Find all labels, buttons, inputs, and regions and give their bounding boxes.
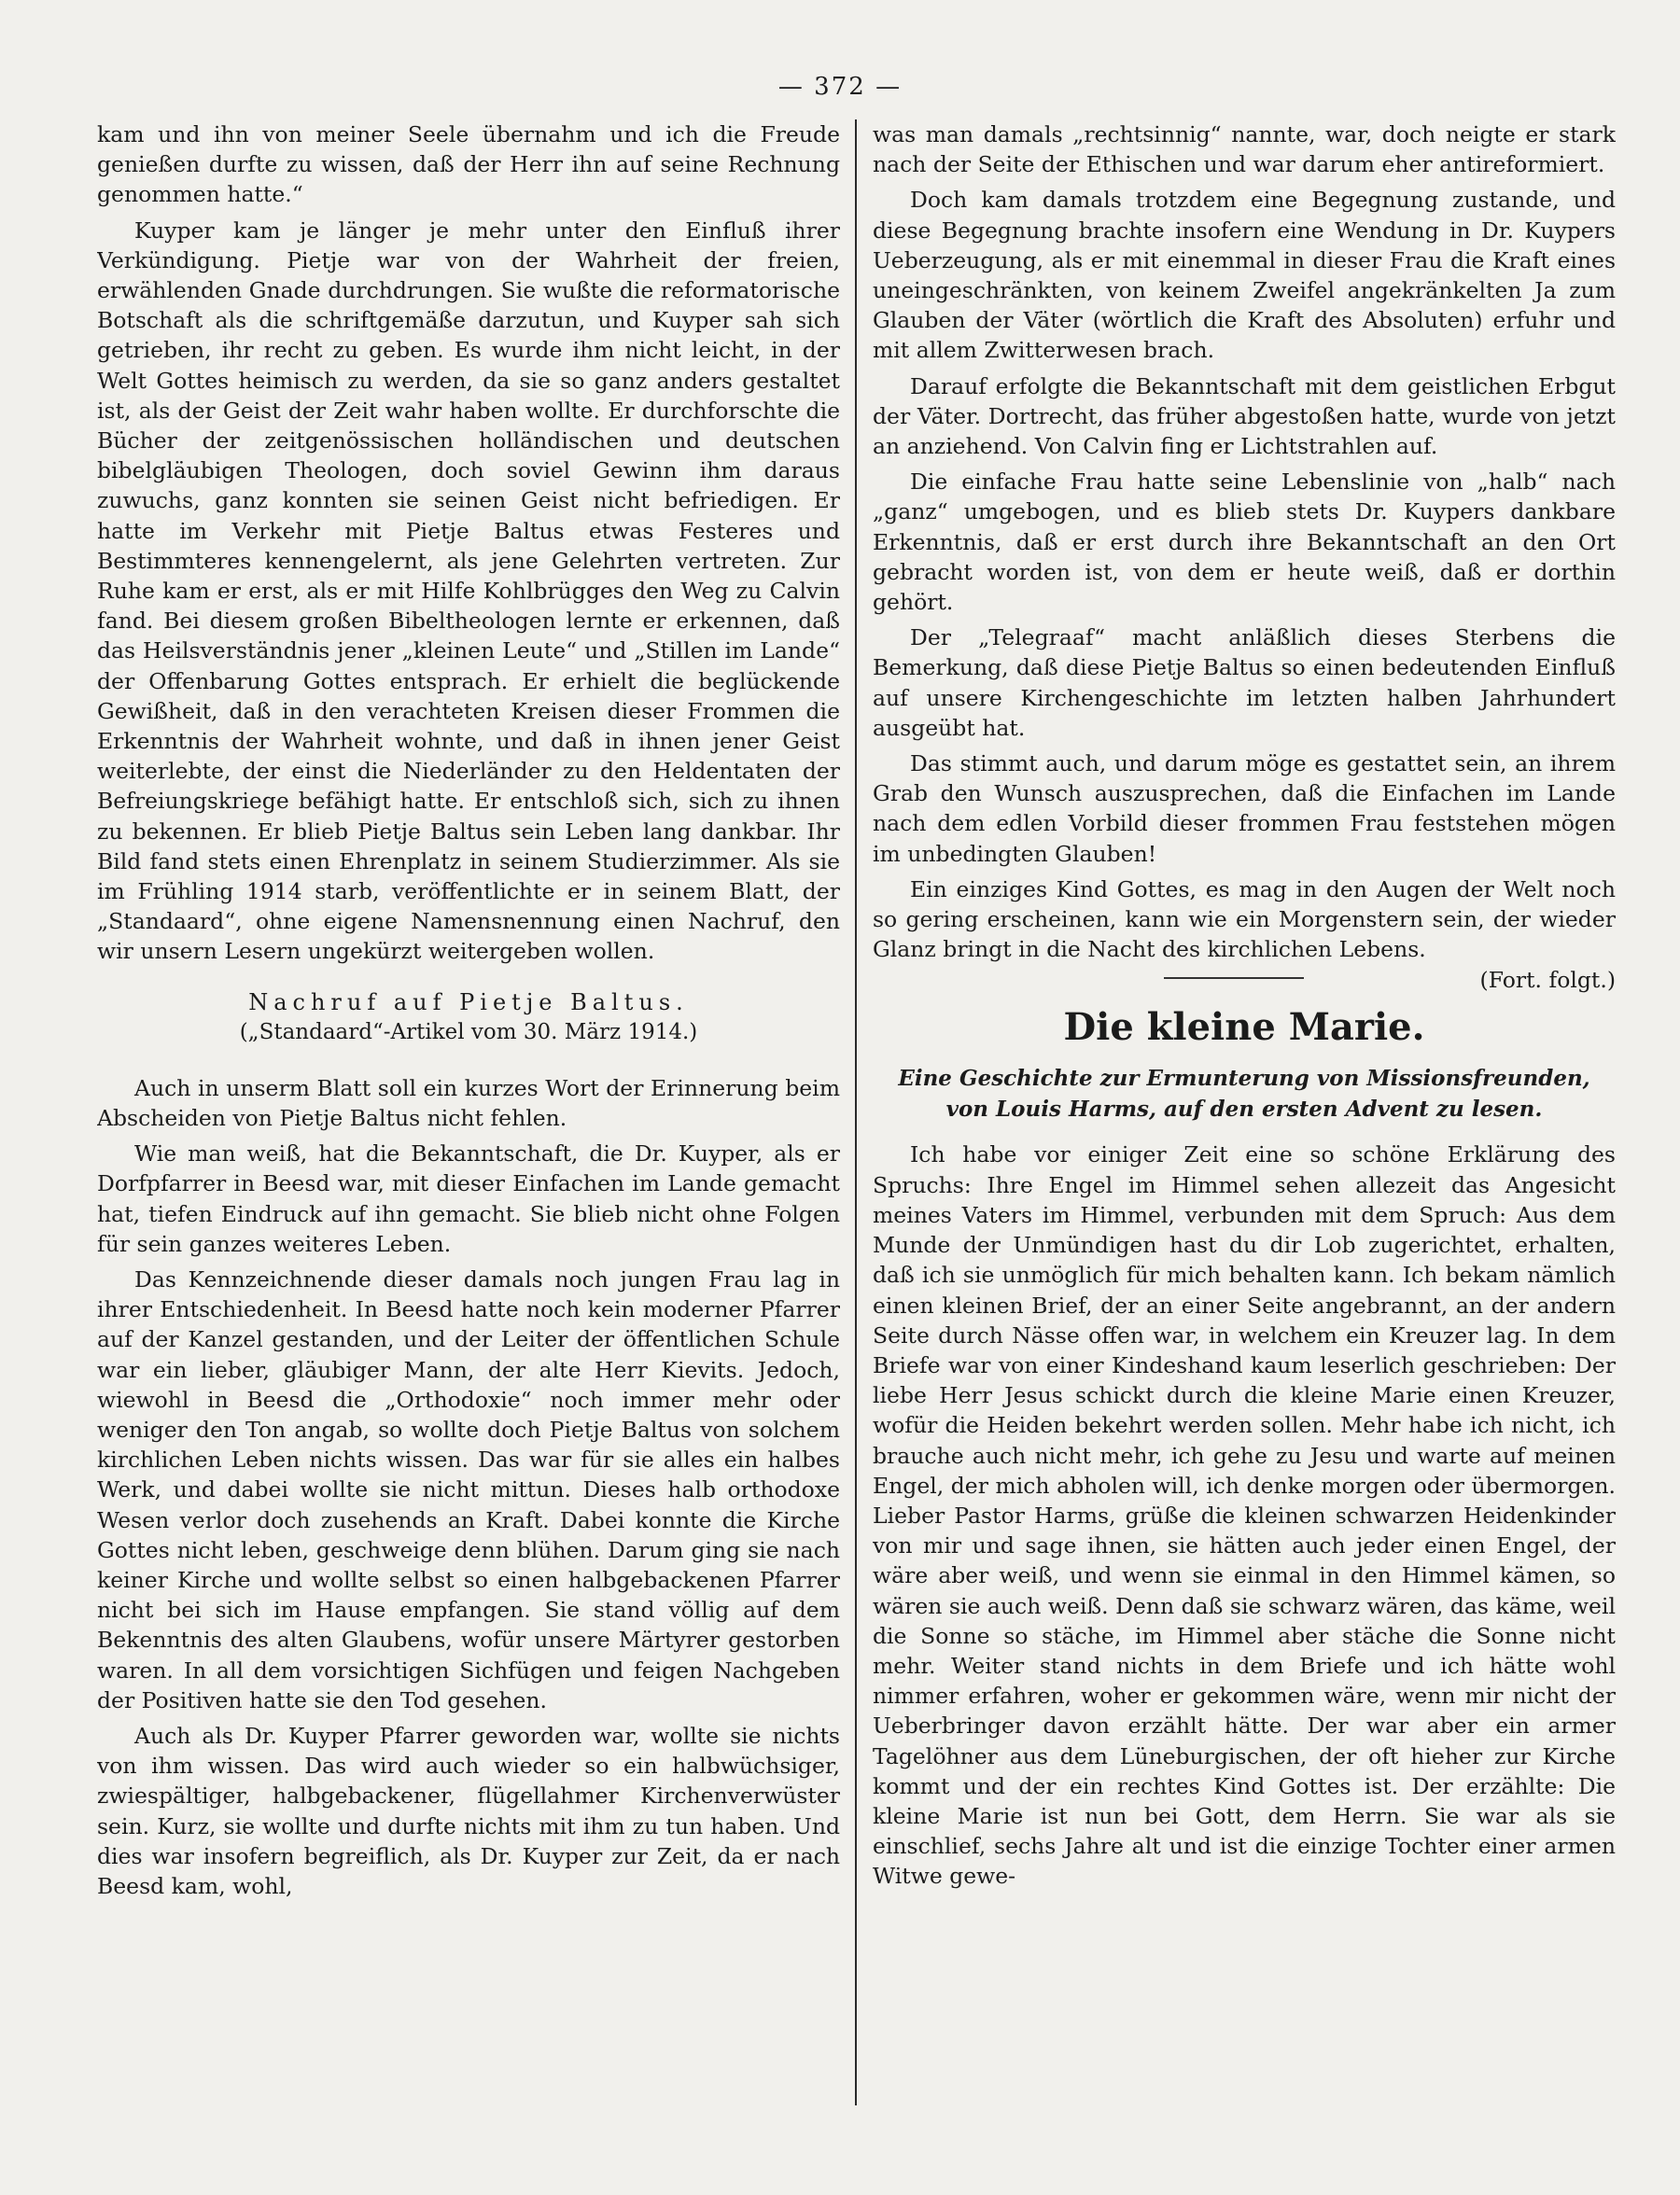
paragraph: Das Kennzeichnende dieser damals noch jungen Frau lag in ihrer Entschiedenheit. In Beesd hatte noch kein moderner Pfarrer auf der Kanzel gestanden, und der Leiter der öffentlichen Schule war ein lieber, gläubiger Mann, der alte Herr Kievits. Jedoch, wiewohl in Beesd die „Orthodoxie“ noch immer mehr oder weniger den Ton angab, so wollte doch Pietje Baltus von solchem kirchlichen Leben nichts wissen. Das war für sie alles ein halbes Werk, und dabei wollte sie nicht mittun. Dieses halb orthodoxe Wesen verlor doch zusehends an Kraft. Dabei konnte die Kirche Gottes nicht leben, geschweige denn blühen. Darum ging sie nach keiner Kirche und wollte selbst so einen halbgebackenen Pfarrer nicht bei sich im Hause empfangen. Sie stand völlig auf dem Bekenntnis des alten Glaubens, wofür unsere Märtyrer gestorben waren. In all dem vorsichtigen Sichfügen und feigen Nachgeben der Positiven hatte sie den Tod gesehen. bbox=[97, 1265, 840, 1713]
left-column bbox=[97, 119, 840, 1907]
paragraph: Die einfache Frau hatte seine Lebenslinie von „halb“ nach „ganz“ umgebogen, und es blieb stets Dr. Kuypers dankbare Erkenntnis, daß er erst durch ihre Bekanntschaft an den Ort gebracht worden ist, von dem er heute weiß, daß er dorthin gehört. bbox=[873, 468, 1616, 616]
paragraph: Ich habe vor einiger Zeit eine so schöne Erklärung des Spruchs: Ihre Engel im Himmel sehen allezeit das Angesicht meines Vaters im Himmel, verbunden mit dem Spruch: Aus dem Munde der Unmündigen hast du dir Lob zugerichtet, erhalten, daß ich sie unmöglich für mich behalten kann. Ich bekam nämlich einen kleinen Brief, der an einer Seite angebrannt, an der andern Seite durch Nässe offen war, in welchem ein Kreuzer lag. In dem Briefe war von einer Kindeshand kaum leserlich geschrieben: Der liebe Herr Jesus schickt durch die kleine Marie einen Kreuzer, wofür die Heiden bekehrt werden sollen. Mehr habe ich nicht, ich brauche auch nicht mehr, ich gehe zu Jesu und warte auf meinen Engel, der mich abholen will, ich denke morgen oder übermorgen. Lieber Pastor Harms, grüße die kleinen schwarzen Heidenkinder von mir und sage ihnen, sie hätten auch jeder einen Engel, der wäre aber weiß, und wenn sie einmal in den Himmel kämen, so wären sie auch weiß. Denn daß sie schwarz wären, das käme, weil die Sonne so stäche, im Himmel aber stäche die Sonne nicht mehr. Weiter stand nichts in dem Briefe und ich hätte wohl nimmer erfahren, woher er gekommen wäre, wenn mir nicht der Ueberbringer davon erzählt hätte. Der war aber ein armer Tagelöhner aus dem Lüneburgischen, der oft hieher zur Kirche kommt und der ein rechtes Kind Gottes ist. Der erzählte: Die kleine Marie ist nun bei Gott, dem Herrn. Sie war als sie einschlief, sechs Jahre alt und ist die einzige Tochter einer armen Witwe gewe- bbox=[873, 1141, 1616, 1890]
paragraph: Kuyper kam je länger je mehr unter den Einfluß ihrer Verkündigung. Pietje war von der Wahrheit der freien, erwählenden Gnade durchdrungen. Sie wußte die reformatorische Botschaft als die schriftgemäße darzutun, und Kuyper sah sich getrieben, ihr recht zu geben. Es wurde ihm nicht leicht, in der Welt Gottes heimisch zu werden, da sie so ganz anders gestaltet ist, als der Geist der Zeit wahr haben wollte. Er durchforschte die Bücher der zeitgenössischen holländischen und deutschen bibelgläubigen Theologen, doch soviel Gewinn ihm daraus zuwuchs, ganz konnten sie seinen Geist nicht befriedigen. Er hatte im Verkehr mit Pietje Baltus etwas Festeres und Bestimmteres kennengelernt, als jene Gelehrten vertreten. Zur Ruhe kam er erst, als er mit Hilfe Kohlbrügges den Weg zu Calvin fand. Bei diesem großen Bibeltheologen lernte er erkennen, daß das Heilsverständnis jener „kleinen Leute“ und „Stillen im Lande“ der Offenbarung Gottes entsprach. Er erhielt die beglückende Gewißheit, daß in den verachteten Kreisen dieser Frommen die Erkenntnis der Wahrheit wohnte, und daß in ihnen jener Geist weiterlebte, der einst die Niederländer zu den Heldentaten der Befreiungskriege befähigt hatte. Er entschloß sich, sich zu ihnen zu bekennen. Er blieb Pietje Baltus sein Leben lang dankbar. Ihr Bild fand stets einen Ehrenplatz in seinem Studierzimmer. Als sie im Frühling 1914 starb, veröffentlichte er in seinem Blatt, der „Standaard“, ohne eigene Namensnennung einen Nachruf, den wir unsern Lesern ungekürzt weitergeben wollen. bbox=[97, 217, 840, 965]
story-subtitle: von Louis Harms, auf den ersten Advent zu lesen. bbox=[945, 1097, 1543, 1123]
paragraph: Darauf erfolgte die Bekanntschaft mit dem geistlichen Erbgut der Väter. Dortrecht, das früher abgestoßen hatte, wurde von jetzt an anziehend. Von Calvin fing er Lichtstrahlen auf. bbox=[873, 372, 1616, 460]
page-number: — 372 — bbox=[777, 73, 903, 101]
paragraph: Das stimmt auch, und darum möge es gestattet sein, an ihrem Grab den Wunsch auszusprechen, daß die Einfachen im Lande nach dem edlen Vorbild dieser frommen Frau feststehen mögen im unbedingten Glauben! bbox=[873, 750, 1616, 867]
paragraph: Der „Telegraaf“ macht anläßlich dieses Sterbens die Bemerkung, daß diese Pietje Baltus so einen bedeutenden Einfluß auf unsere Kirchengeschichte im letzten halben Jahrhundert ausgeübt hat. bbox=[873, 624, 1616, 741]
continued-note: (Fort. folgt.) bbox=[1479, 967, 1616, 994]
paragraph: was man damals „rechtsinnig“ nannte, war, doch neigte er stark nach der Seite der Ethischen und war darum eher antireformiert. bbox=[873, 121, 1616, 178]
paragraph: Doch kam damals trotzdem eine Begegnung zustande, und diese Begegnung brachte insofern eine Wendung in Dr. Kuypers Ueberzeugung, als er mit einemmal in dieser Frau die Kraft eines uneingeschränkten, von keinem Zweifel angekränkelten Ja zum Glauben der Väter (wörtlich die Kraft des Absoluten) erfuhr und mit allem Zwitterwesen brach. bbox=[873, 187, 1616, 364]
obituary-subheading: („Standaard“-Artikel vom 30. März 1914.) bbox=[239, 1019, 698, 1044]
paragraph: Auch als Dr. Kuyper Pfarrer geworden war, wollte sie nichts von ihm wissen. Das wird auch wieder so ein halbwüchsiger, zwiespältiger, halbgebackener, flügellahmer Kirchenverwüster sein. Kurz, sie wollte und durfte nichts mit ihm zu tun haben. Und dies war insofern begreiflich, als Dr. Kuyper zur Zeit, da er nach Beesd kam, wohl, bbox=[97, 1722, 840, 1899]
paragraph: Auch in unserm Blatt soll ein kurzes Wort der Erinnerung beim Abscheiden von Pietje Baltus nicht fehlen. bbox=[97, 1074, 840, 1131]
story-title: Die kleine Marie. bbox=[1063, 1005, 1425, 1050]
right-column bbox=[873, 119, 1616, 1897]
obituary-heading: Nachruf auf Pietje Baltus. bbox=[248, 988, 689, 1015]
paragraph: Ein einziges Kind Gottes, es mag in den Augen der Welt noch so gering erscheinen, kann wie ein Morgenstern sein, der wieder Glanz bringt in die Nacht des kirchlichen Lebens. bbox=[873, 875, 1616, 963]
section-separator bbox=[1164, 977, 1304, 979]
story-subtitle: Eine Geschichte zur Ermunterung von Missionsfreunden, bbox=[898, 1066, 1590, 1092]
paragraph: Wie man weiß, hat die Bekanntschaft, die Dr. Kuyper, als er Dorfpfarrer in Beesd war, mit dieser Einfachen im Lande gemacht hat, tiefen Eindruck auf ihn gemacht. Sie blieb nicht ohne Folgen für sein ganzes weiteres Leben. bbox=[97, 1140, 840, 1257]
paragraph: kam und ihn von meiner Seele übernahm und ich die Freude genießen durfte zu wissen, daß der Herr ihn auf seine Rechnung genommen hatte.“ bbox=[97, 121, 840, 208]
column-divider bbox=[855, 119, 857, 2105]
